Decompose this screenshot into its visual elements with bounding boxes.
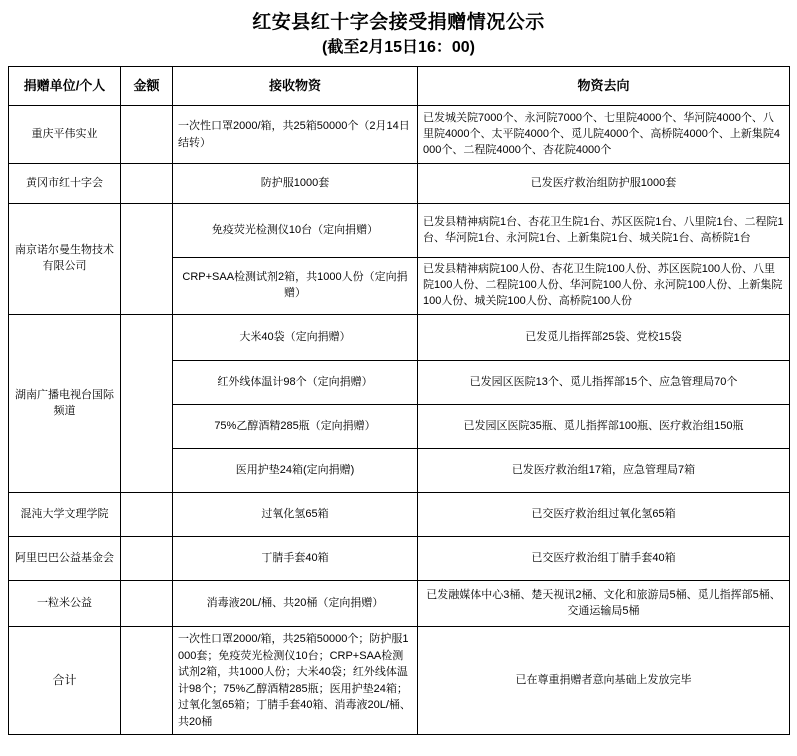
table-total-row (9, 627, 790, 735)
table-row (9, 493, 790, 537)
column-header-goods: 接收物资 (173, 67, 418, 106)
cell-total-amount (121, 627, 173, 735)
cell-goods: 消毒液20L/桶、共20桶（定向捐赠） (173, 581, 418, 627)
cell-donor: 黄冈市红十字会 (9, 164, 121, 204)
cell-total-label: 合计 (9, 627, 121, 735)
cell-amount (121, 581, 173, 627)
table-row (9, 315, 790, 361)
cell-donor: 阿里巴巴公益基金会 (9, 537, 121, 581)
cell-goods: 大米40袋（定向捐赠） (173, 315, 418, 361)
table-row (9, 204, 790, 258)
cell-destination: 已发县精神病院100人份、杏花卫生院100人份、苏区医院100人份、八里院100人份、二程院100人份、华河院100人份、永河院100人份、上新集院100人份、城关院100人份、高桥院100人份 (418, 258, 790, 315)
cell-destination: 已发医疗救治组17箱，应急管理局7箱 (418, 449, 790, 493)
cell-total-goods: 一次性口罩2000/箱，共25箱50000个；防护服1000套；免疫荧光检测仪10台；CRP+SAA检测试剂2箱，共1000人份；大米40袋；红外线体温计98个；75%乙醇酒精285瓶；医用护垫24箱；过氧化氢65箱；丁腈手套40箱、消毒液20L/桶、共20桶 (173, 627, 418, 735)
cell-goods: 过氧化氢65箱 (173, 493, 418, 537)
cell-donor: 重庆平伟实业 (9, 106, 121, 164)
cell-destination: 已发觅儿指挥部25袋、党校15袋 (418, 315, 790, 361)
cell-goods: 75%乙醇酒精285瓶（定向捐赠） (173, 405, 418, 449)
cell-goods: 防护服1000套 (173, 164, 418, 204)
cell-amount (121, 106, 173, 164)
cell-destination: 已交医疗救治组过氧化氢65箱 (418, 493, 790, 537)
cell-goods: 丁腈手套40箱 (173, 537, 418, 581)
column-header-donor: 捐赠单位/个人 (9, 67, 121, 106)
cell-goods: CRP+SAA检测试剂2箱，共1000人份（定向捐赠） (173, 258, 418, 315)
cell-goods: 医用护垫24箱(定向捐赠) (173, 449, 418, 493)
cell-amount (121, 164, 173, 204)
cell-total-destination: 已在尊重捐赠者意向基础上发放完毕 (418, 627, 790, 735)
cell-destination: 已发园区医院35瓶、觅儿指挥部100瓶、医疗救治组150瓶 (418, 405, 790, 449)
cell-destination: 已交医疗救治组丁腈手套40箱 (418, 537, 790, 581)
donations-table (8, 66, 790, 735)
cell-destination: 已发融媒体中心3桶、楚天视讯2桶、文化和旅游局5桶、觅儿指挥部5桶、交通运输局5桶 (418, 581, 790, 627)
cell-destination: 已发城关院7000个、永河院7000个、七里院4000个、华河院4000个、八里院4000个、太平院4000个、觅儿院4000个、高桥院4000个、上新集院4000个、二程院4000个、杏花院4000个 (418, 106, 790, 164)
cell-amount (121, 315, 173, 493)
cell-donor: 混沌大学文理学院 (9, 493, 121, 537)
cell-goods: 红外线体温计98个（定向捐赠） (173, 361, 418, 405)
page-title: 红安县红十字会接受捐赠情况公示 (252, 12, 545, 33)
page-subtitle: (截至2月15日16：00) (322, 38, 475, 56)
table-row (9, 164, 790, 204)
cell-donor: 一粒米公益 (9, 581, 121, 627)
cell-donor: 湖南广播电视台国际频道 (9, 315, 121, 493)
cell-goods: 免疫荧光检测仪10台（定向捐赠） (173, 204, 418, 258)
table-row (9, 537, 790, 581)
cell-amount (121, 537, 173, 581)
cell-destination: 已发县精神病院1台、杏花卫生院1台、苏区医院1台、八里院1台、二程院1台、华河院1台、永河院1台、上新集院1台、城关院1台、高桥院1台 (418, 204, 790, 258)
table-header-row (9, 67, 790, 106)
cell-goods: 一次性口罩2000/箱，共25箱50000个（2月14日结转） (173, 106, 418, 164)
cell-donor: 南京诺尔曼生物技术有限公司 (9, 204, 121, 315)
cell-amount (121, 204, 173, 315)
column-header-amount: 金额 (121, 67, 173, 106)
cell-destination: 已发医疗救治组防护服1000套 (418, 164, 790, 204)
table-row (9, 106, 790, 164)
table-row (9, 581, 790, 627)
title-block (8, 10, 789, 58)
cell-destination: 已发园区医院13个、觅儿指挥部15个、应急管理局70个 (418, 361, 790, 405)
cell-amount (121, 493, 173, 537)
column-header-destination: 物资去向 (418, 67, 790, 106)
